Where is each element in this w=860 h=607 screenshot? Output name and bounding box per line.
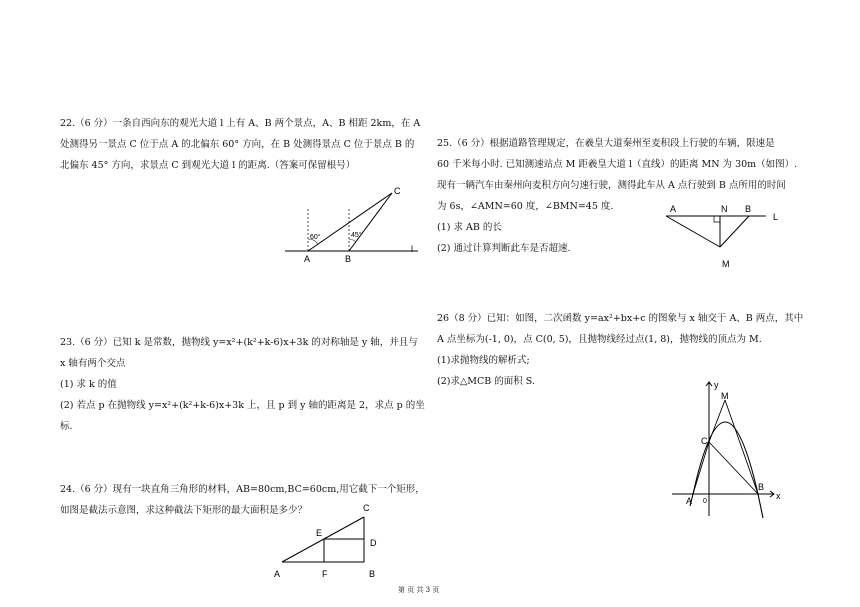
right-angle-mark bbox=[714, 216, 720, 222]
angle-arc-45 bbox=[349, 239, 356, 242]
label-c: C bbox=[363, 503, 370, 513]
label-c: C bbox=[394, 186, 401, 196]
label-b: B bbox=[745, 204, 752, 214]
label-d: D bbox=[370, 538, 377, 548]
q25-line-6: (2) 通过计算判断此车是否超速. bbox=[437, 243, 571, 254]
q26-line-1: 26（8 分）已知：如图，二次函数 y=ax²+bx+c 的图象与 x 轴交于 A、B 两点，其中 bbox=[437, 313, 804, 324]
question-23 bbox=[60, 332, 430, 437]
label-y: y bbox=[714, 380, 719, 390]
label-60-degree: 60° bbox=[310, 234, 321, 241]
q22-line-3: 北偏东 45° 方向，求景点 C 到观光大道 l 的距离.（答案可保留根号） bbox=[60, 160, 356, 171]
q23-line-5: 标. bbox=[60, 421, 73, 432]
label-a: A bbox=[274, 569, 281, 579]
q24-line-2: 如图是截法示意图，求这种截法下矩形的最大面积是多少？ bbox=[60, 505, 308, 516]
q25-line-4: 为 6s，∠AMN=60 度，∠BMN=45 度. bbox=[437, 201, 614, 212]
question-22 bbox=[60, 113, 430, 176]
label-45-degree: 45° bbox=[351, 232, 362, 239]
line-ac bbox=[308, 193, 392, 251]
label-f: F bbox=[322, 569, 328, 579]
q23-line-1: 23.（6 分）已知 k 是常数，抛物线 y=x²+(k²+k-6)x+3k 的对称轴是 y 轴，并且与 bbox=[60, 337, 418, 348]
segment-cm bbox=[709, 400, 725, 442]
cut-rectangle bbox=[324, 539, 364, 562]
label-origin: 0 bbox=[703, 498, 707, 505]
q23-line-2: x 轴有两个交点 bbox=[60, 358, 126, 369]
page-footer: 第 页 共 3 页 bbox=[398, 586, 440, 594]
label-e: E bbox=[316, 528, 323, 538]
q26-figure bbox=[670, 378, 785, 518]
label-n: N bbox=[721, 204, 728, 214]
label-l: l bbox=[411, 244, 413, 254]
q25-line-2: 60 千米每小时. 已知测速站点 M 距羲皇大道 l（直线）的距离 MN 为 30m（如图）. bbox=[437, 159, 798, 170]
label-b: B bbox=[758, 482, 765, 492]
q22-line-2: 处测得另一景点 C 位于点 A 的北偏东 60° 方向，在 B 处测得景点 C 位于景点 B 的 bbox=[60, 139, 415, 150]
q25-line-3: 现有一辆汽车由秦州向麦积方向匀速行驶，测得此车从 A 点行驶到 B 点所用的时间 bbox=[437, 180, 786, 191]
q22-line-1: 22.（6 分）一条自西向东的观光大道 l 上有 A、B 两个景点，A、B 相距 2km，在 A bbox=[60, 118, 421, 129]
q23-line-3: (1) 求 k 的值 bbox=[60, 379, 117, 390]
q24-figure bbox=[270, 500, 390, 585]
label-x: x bbox=[776, 491, 781, 501]
label-m: M bbox=[722, 259, 730, 269]
q25-line-5: (1) 求 AB 的长 bbox=[437, 222, 502, 233]
q23-line-4: (2) 若点 p 在抛物线 y=x²+(k²+k-6)x+3k 上，且 p 到 y 轴的距离是 2，求点 p 的坐 bbox=[60, 400, 425, 411]
label-l: L bbox=[773, 212, 779, 222]
q26-line-4: (2)求△MCB 的面积 S. bbox=[437, 376, 535, 387]
label-m: M bbox=[721, 391, 729, 401]
q25-line-1: 25.（6 分）根据道路管理规定，在羲皇大道秦州至麦积段上行驶的车辆，限速是 bbox=[437, 138, 775, 149]
line-bc bbox=[349, 193, 392, 251]
label-b: B bbox=[345, 254, 352, 264]
segment-cb bbox=[709, 442, 758, 494]
segment-ac bbox=[693, 442, 709, 494]
q24-line-1: 24.（6 分）现有一块直角三角形的材料，AB=80cm,BC=60cm,用它截下一个矩形， bbox=[60, 484, 425, 495]
label-b: B bbox=[369, 569, 376, 579]
segment-mb bbox=[725, 400, 758, 494]
label-a: A bbox=[670, 204, 677, 214]
label-c: C bbox=[701, 436, 708, 446]
q25-figure bbox=[658, 200, 788, 275]
q26-line-3: (1)求抛物线的解析式; bbox=[437, 355, 530, 366]
line-am bbox=[666, 216, 720, 247]
label-a: A bbox=[304, 254, 311, 264]
line-bm bbox=[720, 216, 749, 247]
q22-figure bbox=[280, 185, 440, 265]
q26-line-2: A 点坐标为(-1, 0)，点 C(0, 5)，且抛物线经过点(1, 8)，抛物线的顶点为 M. bbox=[437, 334, 762, 345]
label-a: A bbox=[686, 496, 693, 506]
